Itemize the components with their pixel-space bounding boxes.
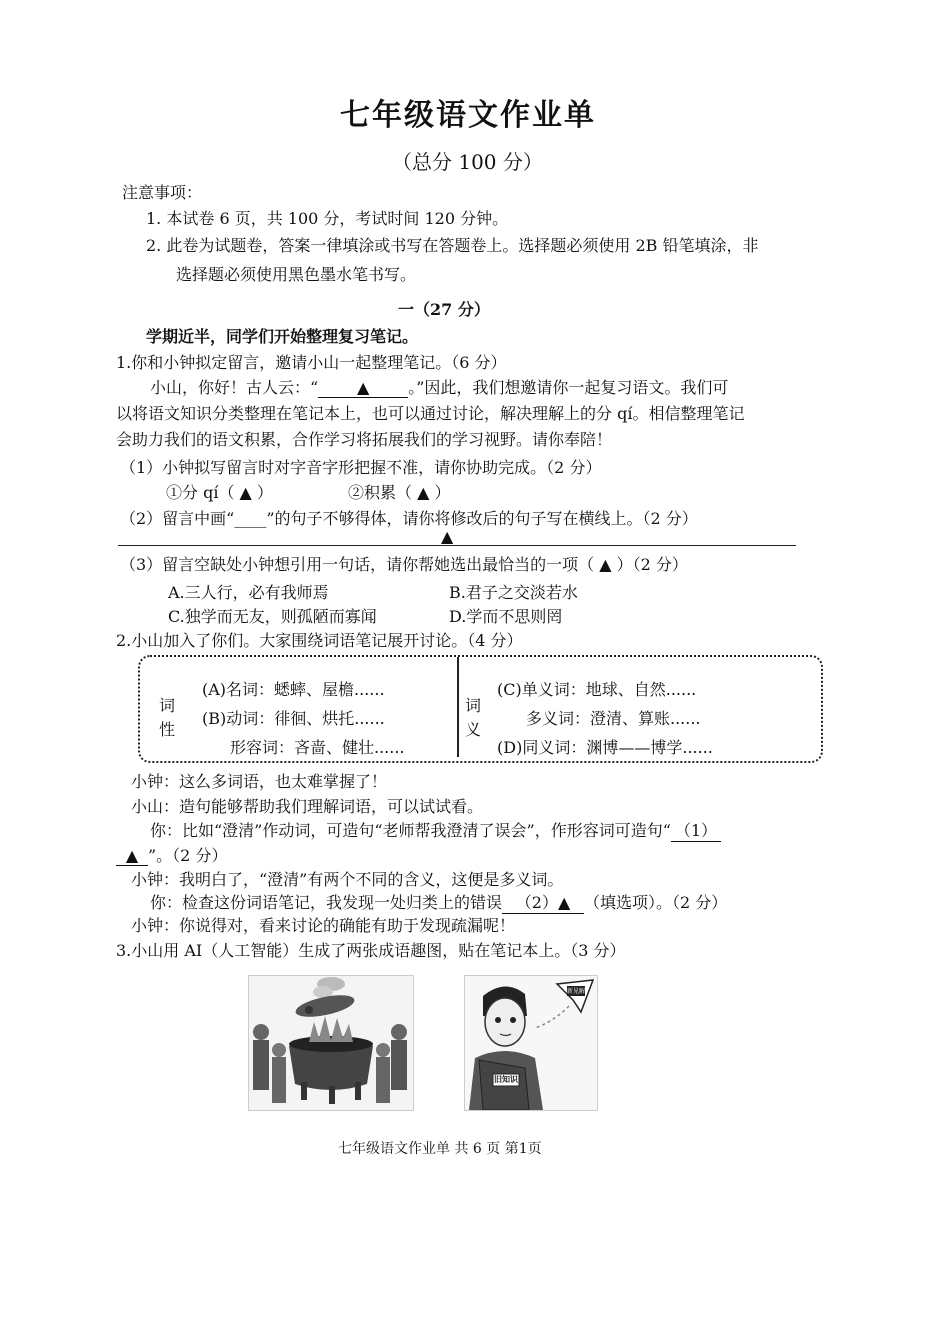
book-label: 旧知识 (494, 1074, 518, 1084)
page-footer: 七年级语文作业单 共 6 页 第1页 (338, 1141, 542, 1157)
notes-item-1: 1. 本试卷 6 页，共 100 分，考试时间 120 分钟。 (146, 209, 509, 228)
dialogue-line-6-end: （填选项）。（2 分） (584, 893, 728, 912)
q1-option-b[interactable]: B.君子之交淡若水 (449, 583, 578, 602)
dialogue-line-3-text: 你：比如“澄清”作动词，可造句“老师帮我澄清了误会”，作形容词可造句“ (150, 821, 671, 840)
q1-sub1: （1）小钟拟写留言时对字音字形把握不准，请你协助完成。（2 分） (120, 458, 602, 477)
q2-stem: 2.小山加入了你们。大家围绕词语笔记展开讨论。（4 分） (116, 631, 523, 650)
notes-item-2-line-2: 选择题必须使用黑色墨水笔书写。 (176, 265, 417, 284)
q1-message-line-2: 以将语文知识分类整理在笔记本上，也可以通过讨论，解决理解上的分 qí。相信整理笔记 (116, 404, 745, 423)
q1-sub2-answer-line (118, 545, 796, 546)
dialogue-line-7: 小钟：你说得对，看来讨论的确能有助于发现疏漏呢！ (131, 916, 516, 935)
q1-option-c[interactable]: C.独学而无友，则孤陋而寡闻 (168, 607, 377, 626)
notes-heading: 注意事项： (122, 183, 203, 202)
vocab-row-c[interactable]: (C)单义词：地球、自然...... (497, 680, 697, 699)
blank-1-label[interactable]: （1） (671, 818, 721, 842)
q1-sub1-a[interactable]: ①分 qí（ ▲ ） (166, 483, 273, 502)
dialogue-line-3 (150, 818, 721, 842)
q1-stem: 1.你和小钟拟定留言，邀请小山一起整理笔记。（6 分） (116, 353, 507, 372)
q1-sub3: （3）留言空缺处小钟想引用一句话，请你帮她选出最恰当的一项（ ▲ ）（2 分） (120, 555, 688, 574)
vocab-left-label-1: 词 (159, 696, 176, 715)
vocab-row-adj: 形容词：吝啬、健壮...... (230, 738, 405, 757)
vocab-divider (457, 657, 459, 757)
plane-label: 新见解 (567, 988, 586, 995)
vocab-row-b[interactable]: (B)动词：徘徊、烘托...... (202, 709, 385, 728)
vocab-right-label-2: 义 (465, 720, 482, 739)
section-heading: 一（27 分） (398, 300, 490, 319)
cauldron-illustration (249, 976, 413, 1110)
page-subtitle: （总分 100 分） (392, 150, 543, 174)
reader-illustration (465, 976, 597, 1110)
q1-message-line-3: 会助力我们的语文积累，合作学习将拓展我们的学习视野。请你奉陪！ (116, 430, 613, 449)
q1-sub2: （2）留言中画“____”的句子不够得体，请你将修改后的句子写在横线上。（2 分） (120, 509, 698, 528)
q1-message-line-1 (150, 375, 728, 398)
vocab-row-d[interactable]: (D)同义词：渊博——博学...... (497, 738, 713, 757)
vocab-right-label-1: 词 (465, 696, 482, 715)
vocab-row-a[interactable]: (A)名词：蟋蟀、屋檐...... (202, 680, 385, 699)
q1-message-line-1-start: 小山，你好！古人云：“ (150, 378, 319, 397)
dialogue-line-5: 小钟：我明白了，“澄清”有两个不同的含义，这便是多义词。 (131, 870, 564, 889)
section-intro: 学期近半，同学们开始整理复习笔记。 (146, 327, 419, 346)
q1-option-a[interactable]: A.三人行，必有我师焉 (168, 583, 329, 602)
vocab-left-label-2: 性 (159, 720, 176, 739)
notes-item-2-line-1: 2. 此卷为试题卷，答案一律填涂或书写在答题卷上。选择题必须使用 2B 铅笔填涂，非 (146, 236, 759, 255)
dialogue-line-6 (150, 890, 727, 914)
dialogue-line-2: 小山：造句能够帮助我们理解词语，可以试试看。 (131, 797, 484, 816)
q1-sub1-b[interactable]: ②积累（ ▲ ） (348, 483, 451, 502)
vocab-row-polysemy: 多义词：澄清、算账...... (526, 709, 701, 728)
blank-1-answer[interactable]: ▲ (116, 846, 148, 866)
q1-option-d[interactable]: D.学而不思则罔 (449, 607, 563, 626)
page-title: 七年级语文作业单 (340, 98, 596, 133)
q1-message-line-1-end: 。”因此，我们想邀请你一起复习语文。我们可 (408, 378, 729, 397)
dialogue-line-4-end: ”。（2 分） (148, 846, 228, 865)
idiom-picture-reading (464, 975, 598, 1111)
dialogue-line-4 (116, 843, 227, 866)
q1-quote-blank[interactable]: ▲ (318, 378, 408, 398)
q3-stem: 3.小山用 AI（人工智能）生成了两张成语趣图，贴在笔记本上。（3 分） (116, 941, 626, 960)
idiom-picture-cauldron (248, 975, 414, 1111)
dialogue-line-6-start: 你：检查这份词语笔记，我发现一处归类上的错误 (150, 893, 503, 912)
q1-sub2-answer-blank[interactable]: ▲ (441, 527, 454, 546)
blank-2[interactable]: （2）▲ (502, 890, 584, 914)
dialogue-line-1: 小钟：这么多词语，也太难掌握了！ (131, 772, 388, 791)
